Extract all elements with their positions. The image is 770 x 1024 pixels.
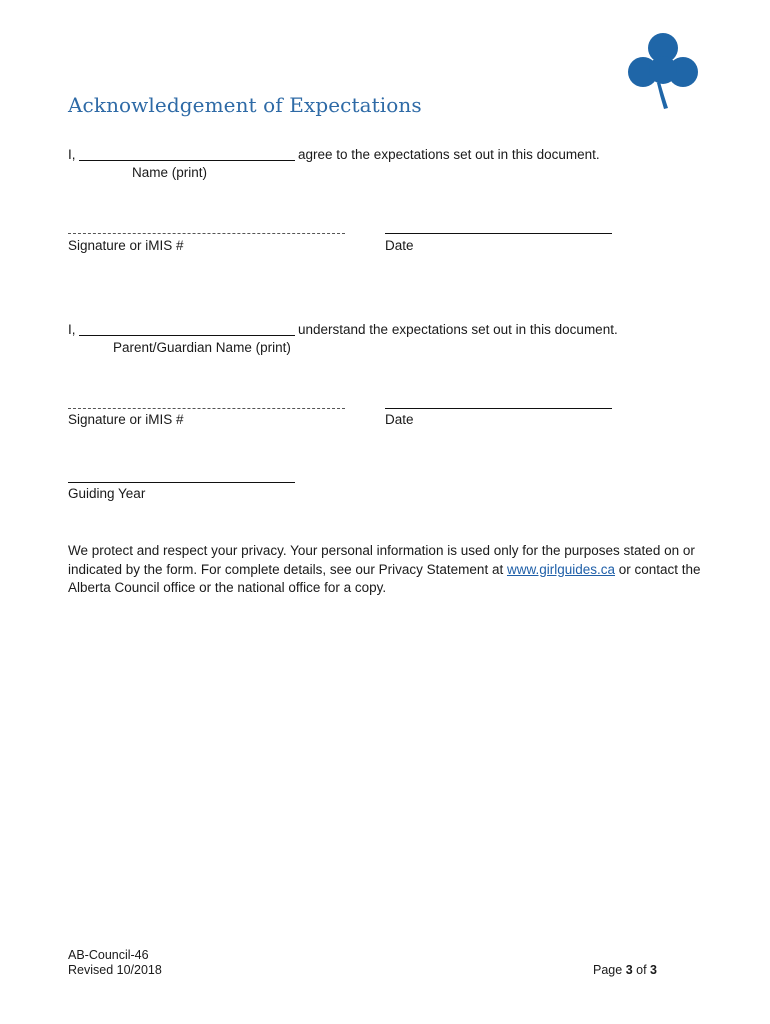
trefoil-logo-icon (624, 30, 702, 112)
form-code: AB-Council-46 (68, 948, 149, 962)
signature-field-line[interactable] (68, 233, 345, 234)
revision-date: Revised 10/2018 (68, 963, 162, 977)
guiding-year-field-line[interactable] (68, 482, 295, 483)
guardian-date-caption: Date (385, 412, 414, 427)
page-title: Acknowledgement of Expectations (68, 93, 422, 117)
page-word: Page (593, 963, 623, 977)
section2-prefix: I, (68, 322, 76, 337)
privacy-text-after: or contact the Alberta Council office or the national office for a copy. (68, 561, 701, 595)
section1-statement: agree to the expectations set out in this document. (298, 147, 600, 162)
guardian-signature-field-line[interactable] (68, 408, 345, 409)
page-current: 3 (625, 963, 633, 977)
page-total: 3 (650, 963, 657, 977)
guardian-name-field-line[interactable] (79, 335, 295, 336)
footer-form-info (68, 948, 162, 978)
section2-statement: understand the expectations set out in this document. (298, 322, 618, 337)
guardian-date-field-line[interactable] (385, 408, 612, 409)
page-of: of (636, 963, 647, 977)
guiding-year-caption: Guiding Year (68, 486, 146, 501)
signature-caption: Signature or iMIS # (68, 238, 184, 253)
date-caption: Date (385, 238, 414, 253)
guardian-name-caption: Parent/Guardian Name (print) (113, 340, 291, 355)
girlguides-link[interactable]: www.girlguides.ca (506, 561, 616, 577)
date-field-line[interactable] (385, 233, 612, 234)
privacy-text-before: We protect and respect your privacy. Your personal information is used only for the purposes stated on or indicated by the form. For complete details, see our Privacy Statement at (68, 543, 695, 577)
name-caption: Name (print) (132, 165, 208, 180)
guardian-signature-caption: Signature or iMIS # (68, 412, 184, 427)
name-field-line[interactable] (79, 160, 295, 161)
section1-prefix: I, (68, 147, 76, 162)
privacy-statement (68, 542, 718, 598)
page-number (593, 963, 657, 977)
